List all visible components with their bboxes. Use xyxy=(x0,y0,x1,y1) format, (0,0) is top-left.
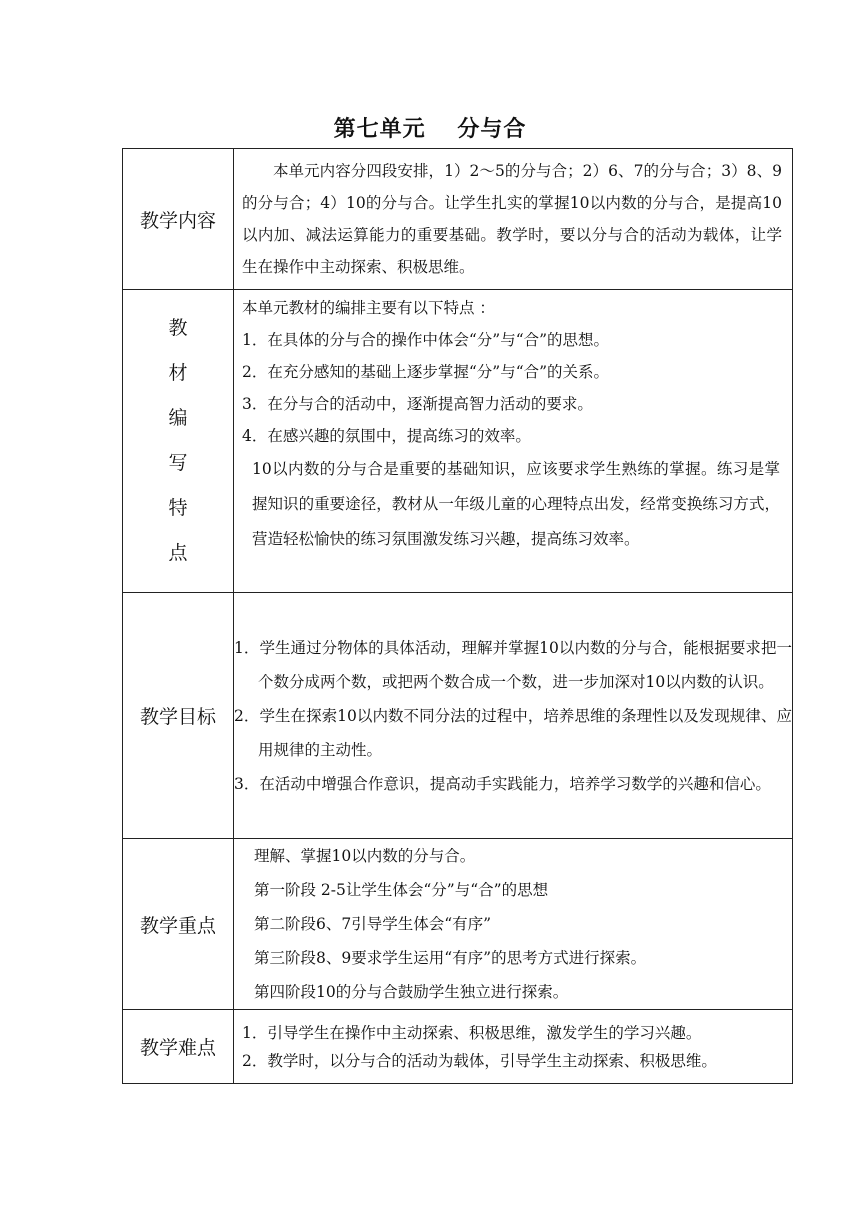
features-item: 2．在充分感知的基础上逐步掌握“分”与“合”的关系。 xyxy=(242,363,610,381)
label-char: 教 xyxy=(168,317,188,339)
row-key-points xyxy=(123,839,793,1010)
key-point-line: 第二阶段6、7引导学生体会“有序” xyxy=(254,915,492,933)
row-textbook-features xyxy=(123,290,793,593)
label-difficulties: 教学难点 xyxy=(123,1010,234,1084)
row-teaching-goals xyxy=(123,593,793,839)
label-char: 特 xyxy=(168,497,188,519)
difficulty-line: 2．教学时，以分与合的活动为载体，引导学生主动探索、积极思维。 xyxy=(242,1051,717,1070)
goal-item: 2．学生在探索10以内数不同分法的过程中，培养思维的条理性以及发现规律、应用规律的主动性。 xyxy=(234,706,792,759)
row-teaching-content xyxy=(123,149,793,290)
key-point-line: 第三阶段8、9要求学生运用“有序”的思考方式进行探索。 xyxy=(254,949,647,967)
label-textbook-features xyxy=(123,290,234,593)
key-point-line: 理解、掌握10以内数的分与合。 xyxy=(254,847,476,865)
label-char: 点 xyxy=(168,542,188,564)
features-item: 4．在感兴趣的氛围中，提高练习的效率。 xyxy=(242,427,531,445)
features-item: 3．在分与合的活动中，逐渐提高智力活动的要求。 xyxy=(242,395,593,413)
goal-item: 1．学生通过分物体的具体活动，理解并掌握10以内数的分与合，能根据要求把一个数分成两个数，或把两个数合成一个数，进一步加深对10以内数的认识。 xyxy=(234,638,792,691)
difficulty-line: 1．引导学生在操作中主动探索、积极思维，激发学生的学习兴趣。 xyxy=(242,1023,702,1042)
label-teaching-content: 教学内容 xyxy=(123,149,234,290)
label-key-points: 教学重点 xyxy=(123,839,234,1010)
teaching-content-text: 本单元内容分四段安排，1）2～5的分与合；2）6、7的分与合；3）8、9的分与合；4）10的分与合。让学生扎实的掌握10以内数的分与合，是提高10以内加、减法运算能力的重要基础。教学时，要以分与合的活动为载体，让学生在操作中主动探索、积极思维。 xyxy=(242,162,782,276)
row-difficulties xyxy=(123,1010,793,1084)
features-item: 1．在具体的分与合的操作中体会“分”与“合”的思想。 xyxy=(242,331,610,349)
label-char: 材 xyxy=(168,362,188,384)
label-char: 编 xyxy=(168,407,188,429)
goal-item: 3．在活动中增强合作意识，提高动手实践能力，培养学习数学的兴趣和信心。 xyxy=(234,774,771,793)
features-intro: 本单元教材的编排主要有以下特点 ： xyxy=(242,299,495,317)
key-point-line: 第一阶段 2-5让学生体会“分”与“合”的思想 xyxy=(254,881,549,899)
page-title: 第七单元 分与合 xyxy=(333,117,527,142)
features-paragraph: 10以内数的分与合是重要的基础知识，应该要求学生熟练的掌握。练习是掌握知识的重要途径，教材从一年级儿童的心理特点出发，经常变换练习方式，营造轻松愉快的练习氛围激发练习兴趣，提高练习效率。 xyxy=(252,460,780,548)
key-point-line: 第四阶段10的分与合鼓励学生独立进行探索。 xyxy=(254,983,569,1001)
lesson-plan-table xyxy=(122,148,793,1084)
label-char: 写 xyxy=(168,452,188,474)
label-teaching-goals: 教学目标 xyxy=(123,593,234,839)
